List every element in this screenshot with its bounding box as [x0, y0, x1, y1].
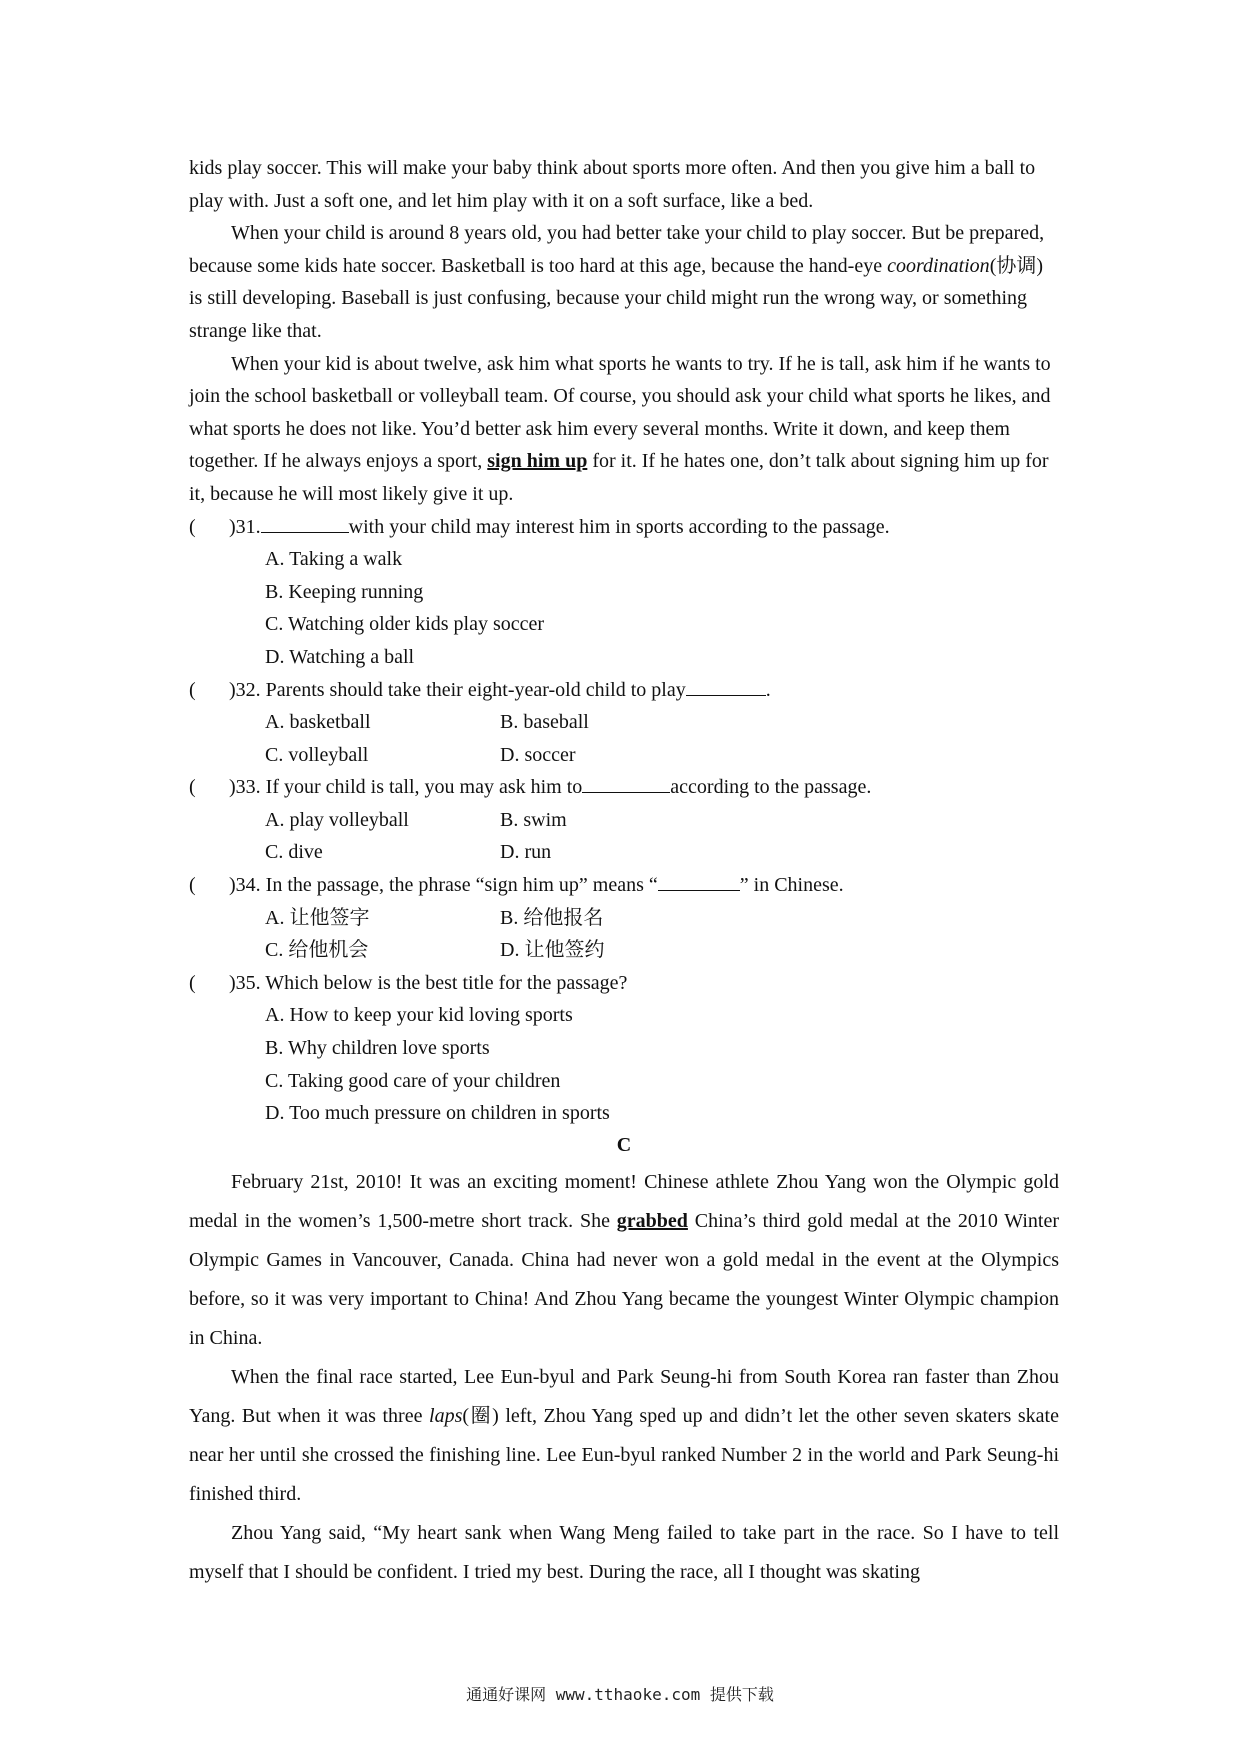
- c-p1-text-a: February 21st, 2010! It was an exciting moment! Chinese athlete Zhou Yang won the Olympic gold medal in the women’s 1,500-metre short track. She: [189, 1170, 1059, 1232]
- option-row: [189, 902, 1059, 935]
- question-stem: )33. If your child is tall, you may ask him to: [229, 776, 583, 799]
- option-a: A. play volleyball: [265, 808, 409, 831]
- option-b: B. swim: [500, 808, 567, 831]
- option-d: D. run: [500, 841, 552, 864]
- question-33: [189, 771, 1059, 804]
- section-c-title: C: [616, 1133, 632, 1156]
- question-stem-after: according to the passage.: [670, 776, 872, 799]
- option-c: C. 给他机会: [265, 939, 369, 962]
- p2-text-a: When your child is around 8 years old, you had better take your child to play soccer. But be prepared, because some kids hate soccer. Basketball is too hard at this age, because the hand-eye: [189, 222, 1045, 277]
- option-row: [189, 706, 1059, 739]
- option-c: C. volleyball: [265, 743, 369, 766]
- option-a: A. Taking a walk: [265, 548, 403, 571]
- answer-paren: (: [189, 971, 196, 994]
- question-stem: )35. Which below is the best title for the passage?: [229, 971, 628, 994]
- section-c-paragraph-1: [189, 1163, 1059, 1358]
- c-p2-italic-term: laps: [429, 1404, 463, 1427]
- option-b: B. baseball: [500, 711, 589, 734]
- option-c: C. Watching older kids play soccer: [265, 613, 545, 636]
- option-a: A. basketball: [265, 711, 371, 734]
- c-p2-text-b: (圈) left, Zhou Yang sped up and didn’t let the other seven skaters skate near her until she crossed the finishing line. Lee Eun-byul ranked Number 2 in the world and Park Seung-hi finished third.: [189, 1404, 1059, 1505]
- option-a: A. How to keep your kid loving sports: [265, 1004, 573, 1027]
- option-row: [189, 934, 1059, 967]
- option-d: D. Watching a ball: [265, 645, 415, 668]
- option-b: B. Keeping running: [265, 580, 424, 603]
- c-p1-text-b: China’s third gold medal at the 2010 Winter Olympic Games in Vancouver, Canada. China had never won a gold medal in the event at the Olympics before, so it was very important to China! And Zhou Yang became the youngest Winter Olympic champion in China.: [189, 1209, 1059, 1349]
- option-b: B. 给他报名: [500, 906, 604, 929]
- p3-text-a: When your kid is about twelve, ask him what sports he wants to try. If he is tall, ask him if he wants to join the school basketball or volleyball team. Of course, you should ask your child what sports he likes, and what sports he does not like. You’d better ask him every several months. Write it down, and keep them together. If he always enjoys a sport,: [189, 352, 1051, 473]
- option-row: [189, 836, 1059, 869]
- question-35: [189, 967, 1059, 1000]
- question-number: )31.: [229, 515, 261, 538]
- option-d: D. soccer: [500, 743, 576, 766]
- question-stem: )32. Parents should take their eight-year-old child to play: [229, 678, 686, 701]
- option-d: D. Too much pressure on children in sports: [265, 1102, 610, 1125]
- answer-blank: [686, 675, 766, 696]
- p3-text-b: for it. If he hates one, don’t talk about signing him up for it, because he will most likely give it up.: [189, 450, 1049, 505]
- p2-text-b: (协调) is still developing. Baseball is just confusing, because your child might run the wrong way, or something strange like that.: [189, 254, 1044, 342]
- answer-blank: [658, 870, 740, 891]
- answer-blank: [261, 512, 349, 533]
- question-31: [189, 511, 1059, 544]
- page-footer: 通通好课网 www.tthaoke.com 提供下载: [466, 1685, 774, 1704]
- p2-italic-term: coordination: [887, 254, 990, 277]
- question-stem: with your child may interest him in sports according to the passage.: [348, 515, 890, 538]
- section-c-paragraph-3: Zhou Yang said, “My heart sank when Wang Meng failed to take part in the race. So I have to tell myself that I should be confident. I tried my best. During the race, all I thought was skating: [189, 1521, 1059, 1583]
- c-p2-text-a: When the final race started, Lee Eun-byul and Park Seung-hi from South Korea ran faster than Zhou Yang. But when it was three: [189, 1365, 1059, 1427]
- passage-b-paragraph-2: [189, 217, 1059, 347]
- question-stem-end: .: [765, 678, 771, 701]
- answer-blank: [582, 772, 670, 793]
- passage-b-paragraph-3: [189, 348, 1059, 511]
- option-row: [189, 739, 1059, 772]
- option-row: [189, 804, 1059, 837]
- answer-paren: (: [189, 874, 196, 897]
- section-c-paragraph-2: [189, 1358, 1059, 1514]
- question-32: [189, 674, 1059, 707]
- c-p1-underlined-word: grabbed: [616, 1209, 688, 1232]
- question-34: [189, 869, 1059, 902]
- answer-paren: (: [189, 678, 196, 701]
- option-c: C. Taking good care of your children: [265, 1069, 561, 1092]
- option-d: D. 让他签约: [500, 939, 605, 962]
- question-stem: )34. In the passage, the phrase “sign him up” means “: [229, 874, 658, 897]
- answer-paren: (: [189, 776, 196, 799]
- passage-b-paragraph-1: kids play soccer. This will make your baby think about sports more often. And then you give him a ball to play with. Just a soft one, and let him play with it on a soft surface, like a bed.: [189, 157, 1036, 212]
- question-stem-after: ” in Chinese.: [739, 874, 844, 897]
- option-a: A. 让他签字: [265, 906, 370, 929]
- option-c: C. dive: [265, 841, 323, 864]
- option-b: B. Why children love sports: [265, 1037, 490, 1060]
- answer-paren: (: [189, 515, 196, 538]
- p3-underlined-phrase: sign him up: [487, 450, 588, 473]
- document-page: [189, 152, 1059, 1592]
